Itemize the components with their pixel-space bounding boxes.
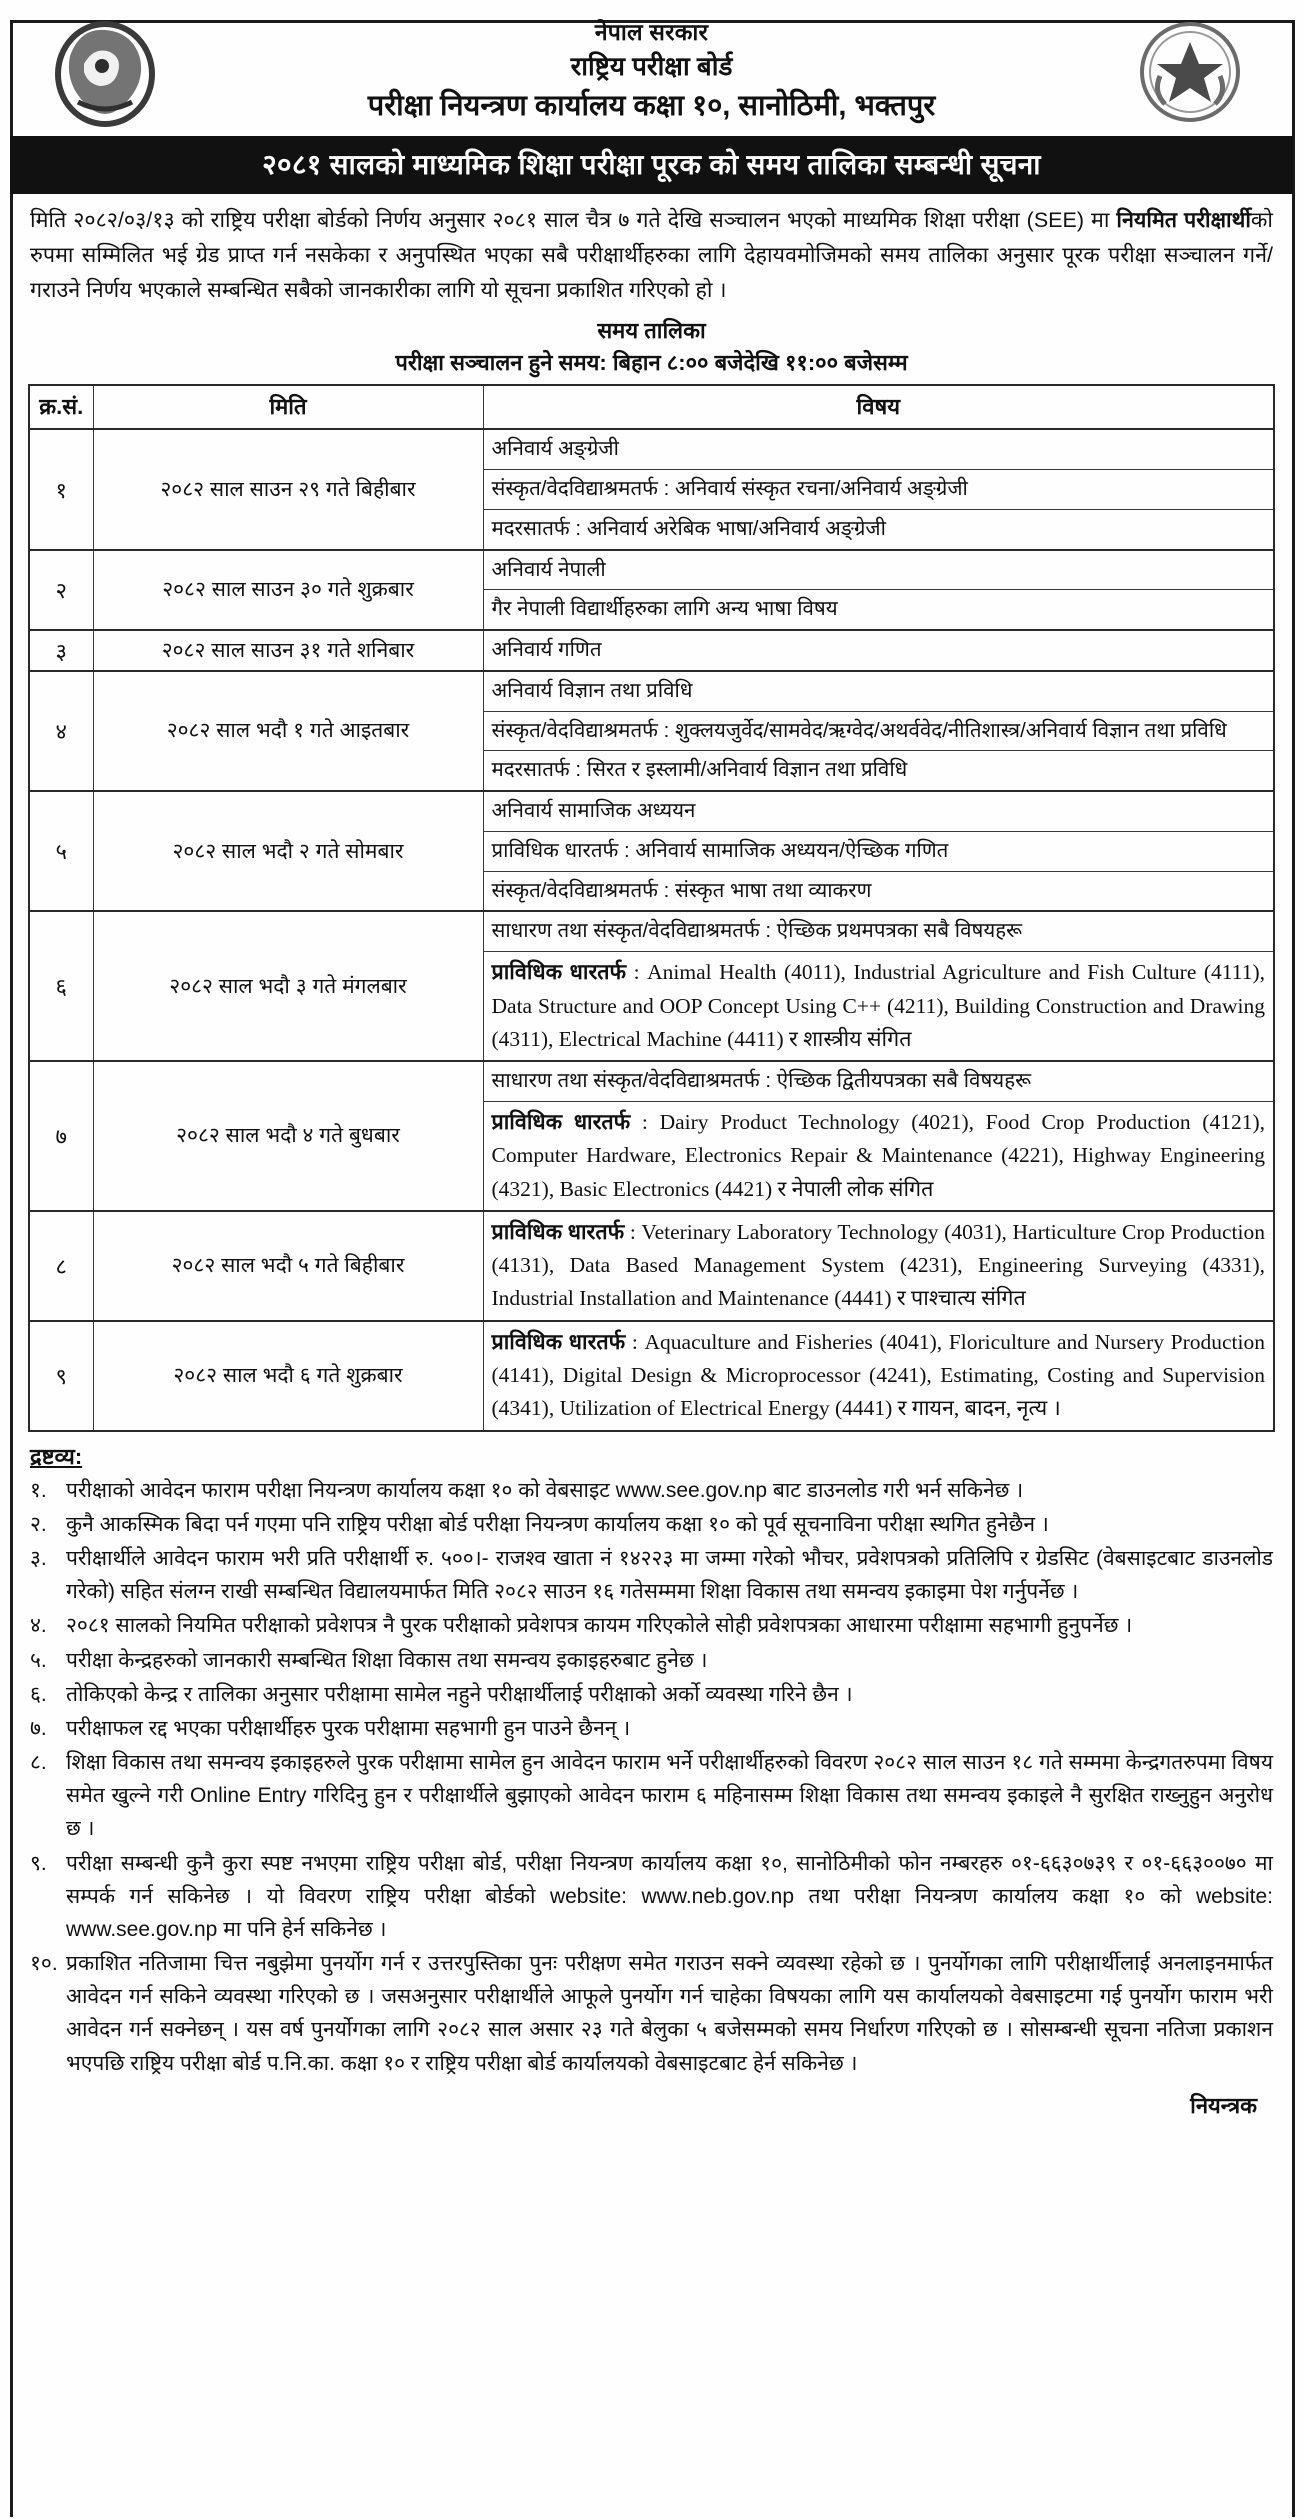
- board-line: राष्ट्रिय परीक्षा बोर्ड: [570, 51, 733, 82]
- notes-list: [28, 1474, 1275, 2080]
- note-number: ६.: [30, 1682, 47, 1706]
- notes-title: द्रष्टव्य:: [30, 1443, 83, 1469]
- cell-subject: [483, 952, 1274, 1061]
- technical-stream-label: प्राविधिक धारतर्फ: [491, 1109, 631, 1134]
- note-text: परीक्षा सम्बन्धी कुनै कुरा स्पष्ट नभएमा राष्ट्रिय परीक्षा बोर्ड, परीक्षा नियन्त्रण कार्यालय कक्षा १०, सानोठिमीको फोन नम्बरहरु ०१-६६३०७३९ र ०१-६६३००७० मा सम्पर्क गर्न सकिनेछ । यो विवरण राष्ट्रिय परीक्षा बोर्डको website: www.neb.gov.np तथा परीक्षा नियन्त्रण कार्यालय कक्षा १० को website: www.see.gov.np मा पनि हेर्न सकिनेछ ।: [66, 1851, 1273, 1941]
- government-line: नेपाल सरकार: [594, 19, 709, 45]
- nepal-government-emblem-icon: [50, 16, 160, 128]
- cell-subject: मदरसातर्फ : सिरत र इस्लामी/अनिवार्य विज्ञान तथा प्रविधि: [483, 751, 1274, 791]
- cell-serial-number: ९: [29, 1321, 93, 1431]
- cell-subject: मदरसातर्फ : अनिवार्य अरेबिक भाषा/अनिवार्य अङ्ग्रेजी: [483, 509, 1274, 549]
- office-line: परीक्षा नियन्त्रण कार्यालय कक्षा १०, सानोठिमी, भक्तपुर: [367, 90, 936, 123]
- note-item: [30, 1678, 1273, 1711]
- cell-subject: अनिवार्य नेपाली: [483, 550, 1274, 590]
- masthead: [28, 10, 1275, 136]
- technical-stream-subjects: : Animal Health (4011), Industrial Agriculture and Fish Culture (4111), Data Structure and OOP Concept Using C++ (4211), Building Construction and Drawing (4311), Electrical Machine (4411) र शास्त्रीय संगित: [491, 960, 1265, 1051]
- note-number: ९.: [30, 1851, 47, 1875]
- cell-subject: साधारण तथा संस्कृत/वेदविद्याश्रमतर्फ : ऐच्छिक प्रथमपत्रका सबै विषयहरू: [483, 911, 1274, 951]
- table-row: [29, 550, 1274, 590]
- intro-bold-term: नियमित परीक्षार्थी: [1116, 208, 1251, 232]
- column-header-sn: क्र.सं.: [29, 385, 93, 429]
- intro-paragraph: [30, 203, 1273, 307]
- cell-serial-number: ५: [29, 791, 93, 911]
- note-item: [30, 1474, 1273, 1507]
- cell-exam-date: २०८२ साल भदौ ६ गते शुक्रबार: [93, 1321, 483, 1431]
- note-text: परीक्षाफल रद्द भएका परीक्षार्थीहरु पुरक परीक्षामा सहभागी हुन पाउने छैनन् ।: [66, 1716, 631, 1740]
- note-item: [30, 1712, 1273, 1745]
- table-row: [29, 1061, 1274, 1101]
- technical-stream-subjects: : Dairy Product Technology (4021), Food Crop Production (4121), Computer Hardware, Electronics Repair & Maintenance (4221), Highway Engineering (4321), Basic Electronics (4421) र नेपाली लोक संगित: [491, 1109, 1265, 1201]
- technical-stream-label: प्राविधिक धारतर्फ: [491, 1329, 626, 1354]
- schedule-time-line: परीक्षा सञ्चालन हुने समय: बिहान ८:०० बजेदेखि ११:०० बजेसम्म: [395, 350, 908, 376]
- cell-subject: साधारण तथा संस्कृत/वेदविद्याश्रमतर्फ : ऐच्छिक द्वितीयपत्रका सबै विषयहरू: [483, 1061, 1274, 1101]
- cell-exam-date: २०८२ साल साउन ३० गते शुक्रबार: [93, 550, 483, 631]
- table-row: [29, 671, 1274, 711]
- table-row: [29, 911, 1274, 951]
- table-body: [29, 429, 1274, 1430]
- note-number: १०.: [30, 1952, 58, 1976]
- table-header-row: [29, 385, 1274, 429]
- schedule-title: समय तालिका: [597, 318, 706, 344]
- note-text: परीक्षा केन्द्रहरुको जानकारी सम्बन्धित शिक्षा विकास तथा समन्वय इकाइहरुबाट हुनेछ ।: [66, 1648, 708, 1672]
- cell-exam-date: २०८२ साल साउन २९ गते बिहीबार: [93, 429, 483, 549]
- cell-subject: अनिवार्य अङ्ग्रेजी: [483, 429, 1274, 469]
- cell-subject: संस्कृत/वेदविद्याश्रमतर्फ : संस्कृत भाषा तथा व्याकरण: [483, 871, 1274, 911]
- note-item: [30, 1542, 1273, 1608]
- note-item: [30, 1644, 1273, 1677]
- cell-exam-date: २०८२ साल भदौ ५ गते बिहीबार: [93, 1211, 483, 1321]
- column-header-date: मिति: [93, 385, 483, 429]
- note-number: २.: [30, 1512, 47, 1536]
- note-number: ८.: [30, 1751, 47, 1775]
- signoff-controller: नियन्त्रक: [1190, 2092, 1257, 2118]
- note-item: [30, 1609, 1273, 1642]
- note-text: तोकिएको केन्द्र र तालिका अनुसार परीक्षामा सामेल नहुने परीक्षार्थीलाई परीक्षाको अर्को व्यवस्था गरिने छैन ।: [66, 1682, 853, 1706]
- note-text: शिक्षा विकास तथा समन्वय इकाइहरुले पुरक परीक्षामा सामेल हुन आवेदन फाराम भर्ने परीक्षार्थीहरुको विवरण २०८२ साल साउन १८ गते सम्ममा केन्द्रगतरुपमा विषय समेत खुल्ने गरी Online Entry गरिदिनु हुन र परीक्षार्थीले बुझाएको आवेदन फाराम ६ महिनासम्म शिक्षा विकास तथा समन्वय इकाइले नै सुरक्षित राख्नुहुन अनुरोध छ ।: [66, 1751, 1273, 1841]
- note-number: १.: [30, 1478, 47, 1502]
- cell-serial-number: ६: [29, 911, 93, 1061]
- cell-serial-number: ७: [29, 1061, 93, 1211]
- cell-subject: अनिवार्य विज्ञान तथा प्रविधि: [483, 671, 1274, 711]
- notice-banner-title: २०८१ सालको माध्यमिक शिक्षा परीक्षा पूरक को समय तालिका सम्बन्धी सूचना: [10, 136, 1293, 194]
- technical-stream-label: प्राविधिक धारतर्फ: [491, 1219, 625, 1244]
- cell-exam-date: २०८२ साल भदौ २ गते सोमबार: [93, 791, 483, 911]
- technical-stream-label: प्राविधिक धारतर्फ: [491, 960, 627, 985]
- cell-serial-number: ८: [29, 1211, 93, 1321]
- table-row: [29, 630, 1274, 671]
- exam-schedule-table: [28, 384, 1275, 1431]
- technical-stream-subjects: : Aquaculture and Fisheries (4041), Floriculture and Nursery Production (4141), Digital Design & Microprocessor (4241), Estimating, Costing and Supervision (4341), Utilization of Electrical Energy (4441) र गायन, बादन, नृत्य ।: [491, 1329, 1266, 1421]
- intro-part-2: को रुपमा सम्मिलित भई ग्रेड प्राप्त गर्न नसकेका र अनुपस्थित भएका सबै परीक्षार्थीहरुका लागि देहायवमोजिमको समय तालिका अनुसार पूरक परीक्षा सञ्चालन गर्ने/गराउने निर्णय भएकाले सम्बन्धित सबैको जानकारीका लागि यो सूचना प्रकाशित गरिएको हो ।: [30, 208, 1274, 302]
- note-item: [30, 1746, 1273, 1846]
- note-item: [30, 1947, 1273, 2080]
- intro-part-1: मिति २०८२/०३/१३ को राष्ट्रिय परीक्षा बोर्डको निर्णय अनुसार २०८१ साल चैत्र ७ गते देखि सञ्चालन भएको माध्यमिक शिक्षा परीक्षा (SEE) मा: [30, 208, 1117, 232]
- note-text: परीक्षाको आवेदन फाराम परीक्षा नियन्त्रण कार्यालय कक्षा १० को वेबसाइट www.see.gov.np बाट डाउनलोड गरी भर्न सकिनेछ ।: [66, 1478, 1024, 1502]
- table-row: [29, 1211, 1274, 1321]
- cell-serial-number: ३: [29, 630, 93, 671]
- cell-subject: संस्कृत/वेदविद्याश्रमतर्फ : शुक्लयजुर्वेद/सामवेद/ऋग्वेद/अथर्ववेद/नीतिशास्त्र/अनिवार्य विज्ञान तथा प्रविधि: [483, 711, 1274, 751]
- note-item: [30, 1508, 1273, 1541]
- cell-exam-date: २०८२ साल साउन ३१ गते शनिबार: [93, 630, 483, 671]
- cell-serial-number: १: [29, 429, 93, 549]
- cell-exam-date: २०८२ साल भदौ ३ गते मंगलबार: [93, 911, 483, 1061]
- national-examination-board-logo-icon: [1135, 16, 1245, 128]
- cell-subject: [483, 1101, 1274, 1210]
- cell-exam-date: २०८२ साल भदौ ४ गते बुधबार: [93, 1061, 483, 1211]
- note-number: ७.: [30, 1716, 47, 1740]
- cell-subject: [483, 1211, 1274, 1321]
- cell-subject: प्राविधिक धारतर्फ : अनिवार्य सामाजिक अध्ययन/ऐच्छिक गणित: [483, 831, 1274, 871]
- cell-serial-number: २: [29, 550, 93, 631]
- column-header-subject: विषय: [483, 385, 1274, 429]
- cell-serial-number: ४: [29, 671, 93, 791]
- note-item: [30, 1847, 1273, 1947]
- cell-subject: [483, 1321, 1274, 1431]
- cell-subject: अनिवार्य गणित: [483, 630, 1274, 671]
- cell-subject: संस्कृत/वेदविद्याश्रमतर्फ : अनिवार्य संस्कृत रचना/अनिवार्य अङ्ग्रेजी: [483, 470, 1274, 510]
- note-number: ४.: [30, 1614, 47, 1638]
- note-text: २०८१ सालको नियमित परीक्षाको प्रवेशपत्र नै पुरक परीक्षाको प्रवेशपत्र कायम गरिएकोले सोही प्रवेशपत्रका आधारमा परीक्षामा सहभागी हुनुपर्नेछ ।: [66, 1614, 1133, 1638]
- note-number: ३.: [30, 1547, 47, 1571]
- cell-subject: अनिवार्य सामाजिक अध्ययन: [483, 791, 1274, 831]
- technical-stream-subjects: : Veterinary Laboratory Technology (4031), Harticulture Crop Production (4131), Data Based Management System (4231), Engineering Surveying (4331), Industrial Installation and Maintenance (4441) र पाश्चात्य संगित: [491, 1219, 1266, 1311]
- note-text: प्रकाशित नतिजामा चित्त नबुझेमा पुनर्योग गर्न र उत्तरपुस्तिका पुनः परीक्षण समेत गराउन सक्ने व्यवस्था रहेको छ । पुनर्योगका लागि परीक्षार्थीलाई अनलाइनमार्फत आवेदन गर्न सकिने व्यवस्था गरिएको छ । जसअनुसार परीक्षार्थीले आफूले पुनर्योग गर्न चाहेका विषयका लागि यस कार्यालयको वेबसाइटमा गई पुनर्योग फाराम भरी आवेदन गर्न सक्नेछन् । यस वर्ष पुनर्योगका लागि २०८२ साल असार २३ गते बेलुका ५ बजेसम्मको समय निर्धारण गरिएको छ । सोसम्बन्धी सूचना नतिजा प्रकाशन भएपछि राष्ट्रिय परीक्षा बोर्ड प.नि.का. कक्षा १० र राष्ट्रिय परीक्षा बोर्ड कार्यालयको वेबसाइटबाट हेर्न सकिनेछ ।: [66, 1952, 1273, 2075]
- note-text: परीक्षार्थीले आवेदन फाराम भरी प्रति परीक्षार्थी रु. ५००।- राजश्व खाता नं १४२२३ मा जम्मा गरेको भौचर, प्रवेशपत्रको प्रतिलिपि र ग्रेडसिट (वेबसाइटबाट डाउनलोड गरेको) सहित संलग्न राखी सम्बन्धित विद्यालयमार्फत मिति २०८२ साउन १६ गतेसम्ममा शिक्षा विकास तथा समन्वय इकाइमा पेश गर्नुपर्नेछ ।: [66, 1547, 1273, 1604]
- cell-subject: गैर नेपाली विद्यार्थीहरुका लागि अन्य भाषा विषय: [483, 590, 1274, 630]
- cell-exam-date: २०८२ साल भदौ १ गते आइतबार: [93, 671, 483, 791]
- note-number: ५.: [30, 1648, 47, 1672]
- note-text: कुनै आकस्मिक बिदा पर्न गएमा पनि राष्ट्रिय परीक्षा बोर्ड परीक्षा नियन्त्रण कार्यालय कक्षा १० को पूर्व सूचनाविना परीक्षा स्थगित हुनेछैन ।: [66, 1512, 1049, 1536]
- table-row: [29, 791, 1274, 831]
- table-row: [29, 429, 1274, 469]
- table-row: [29, 1321, 1274, 1431]
